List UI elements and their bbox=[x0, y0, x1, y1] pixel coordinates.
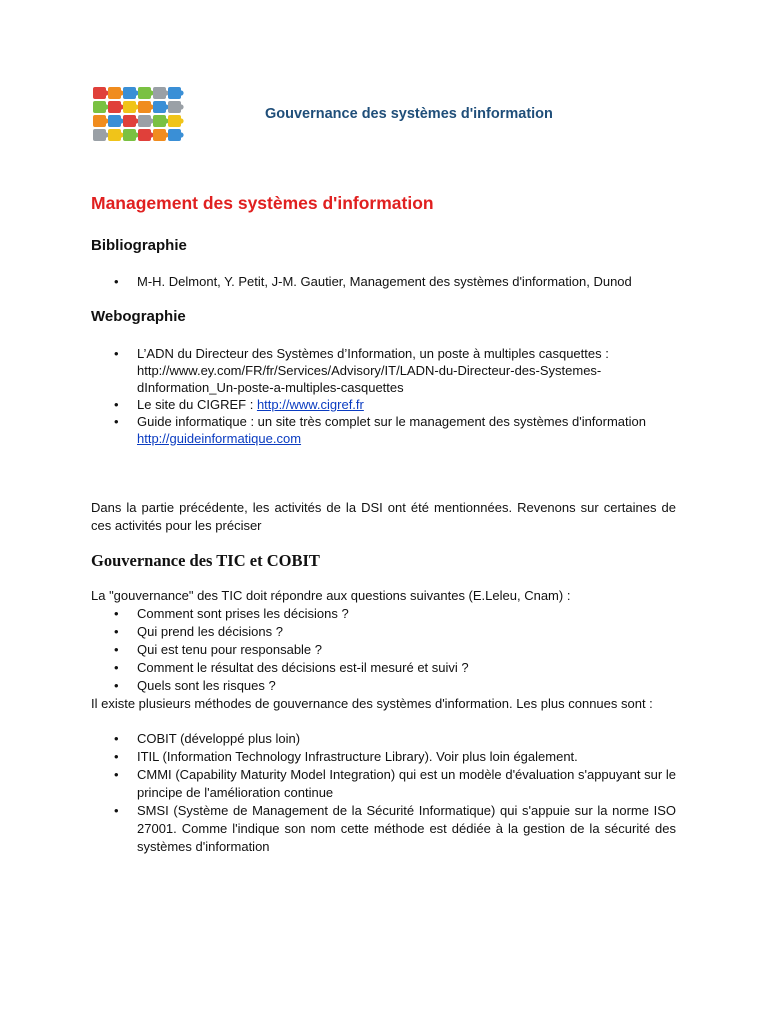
list-item: • Comment sont prises les décisions ? bbox=[91, 605, 676, 623]
puzzle-knob bbox=[133, 104, 138, 109]
puzzle-knob bbox=[133, 132, 138, 137]
puzzle-knob bbox=[163, 90, 168, 95]
bibliographie-heading: Bibliographie bbox=[91, 237, 187, 254]
list-item: • ITIL (Information Technology Infrastructure Library). Voir plus loin également. bbox=[91, 748, 676, 766]
webographie-heading: Webographie bbox=[91, 308, 186, 325]
puzzle-knob bbox=[163, 118, 168, 123]
puzzle-knob bbox=[148, 118, 153, 123]
webographie-item-text: Le site du CIGREF : bbox=[137, 397, 257, 412]
puzzle-knob bbox=[163, 104, 168, 109]
webographie-list bbox=[91, 345, 691, 447]
webographie-item-text: • Guide informatique : un site très complet sur le management des systèmes d'information bbox=[137, 414, 646, 429]
puzzle-pieces-icon bbox=[92, 86, 184, 144]
puzzle-knob bbox=[148, 104, 153, 109]
list-item bbox=[91, 345, 691, 396]
puzzle-knob bbox=[103, 118, 108, 123]
puzzle-knob bbox=[133, 90, 138, 95]
puzzle-knob bbox=[178, 132, 183, 137]
puzzle-knob bbox=[178, 90, 183, 95]
puzzle-knob bbox=[148, 132, 153, 137]
puzzle-knob bbox=[178, 118, 183, 123]
page-title: Management des systèmes d'information bbox=[91, 193, 434, 213]
methods-lead: Il existe plusieurs méthodes de gouvernance des systèmes d'information. Les plus connues sont : bbox=[91, 696, 653, 711]
governance-methods-list bbox=[91, 730, 676, 856]
list-item: • Comment le résultat des décisions est-il mesuré et suivi ? bbox=[91, 659, 676, 677]
document-header-title: Gouvernance des systèmes d'information bbox=[265, 106, 553, 122]
list-item bbox=[91, 396, 691, 413]
puzzle-knob bbox=[118, 90, 123, 95]
intro-paragraph: Dans la partie précédente, les activités de la DSI ont été mentionnées. Revenons sur certaines de ces activités pour les préciser bbox=[91, 500, 676, 533]
puzzle-knob bbox=[148, 90, 153, 95]
webographie-item-line: • L’ADN du Directeur des Systèmes d’Information, un poste à multiples casquettes : bbox=[137, 346, 609, 361]
list-item bbox=[91, 413, 691, 447]
puzzle-knob bbox=[163, 132, 168, 137]
list-item: • M-H. Delmont, Y. Petit, J-M. Gautier, Management des systèmes d'information, Dunod bbox=[91, 273, 691, 290]
guideinformatique-link[interactable]: http://guideinformatique.com bbox=[137, 431, 302, 446]
list-item: • Quels sont les risques ? bbox=[91, 677, 676, 695]
puzzle-knob bbox=[178, 104, 183, 109]
list-item: • Qui est tenu pour responsable ? bbox=[91, 641, 676, 659]
webographie-item-line: dInformation_Un-poste-a-multiples-casquettes bbox=[137, 380, 404, 395]
cigref-link[interactable]: http://www.cigref.fr bbox=[256, 397, 364, 412]
puzzle-knob bbox=[133, 118, 138, 123]
puzzle-knob bbox=[103, 104, 108, 109]
list-item: • CMMI (Capability Maturity Model Integration) qui est un modèle d'évaluation s'appuyant sur le principe de l'amélioration continue bbox=[91, 766, 676, 802]
list-item: • Qui prend les décisions ? bbox=[91, 623, 676, 641]
cobit-lead: La "gouvernance" des TIC doit répondre aux questions suivantes (E.Leleu, Cnam) : bbox=[91, 588, 571, 603]
puzzle-knob bbox=[103, 90, 108, 95]
list-item: • SMSI (Système de Management de la Sécurité Informatique) qui s'appuie sur la norme ISO 27001. Comme l'indique son nom cette méthode est dédiée à la gestion de la sécurité des systèmes d'information bbox=[91, 802, 676, 856]
governance-questions-list bbox=[91, 605, 676, 695]
puzzle-knob bbox=[103, 132, 108, 137]
puzzle-knob bbox=[118, 104, 123, 109]
list-item: • COBIT (développé plus loin) bbox=[91, 730, 676, 748]
webographie-item-line: http://www.ey.com/FR/fr/Services/Advisory/IT/LADN-du-Directeur-des-Systemes- bbox=[137, 363, 602, 378]
puzzle-knob bbox=[118, 118, 123, 123]
cobit-heading: Gouvernance des TIC et COBIT bbox=[91, 551, 320, 570]
bibliographie-list bbox=[91, 273, 691, 290]
puzzle-knob bbox=[118, 132, 123, 137]
